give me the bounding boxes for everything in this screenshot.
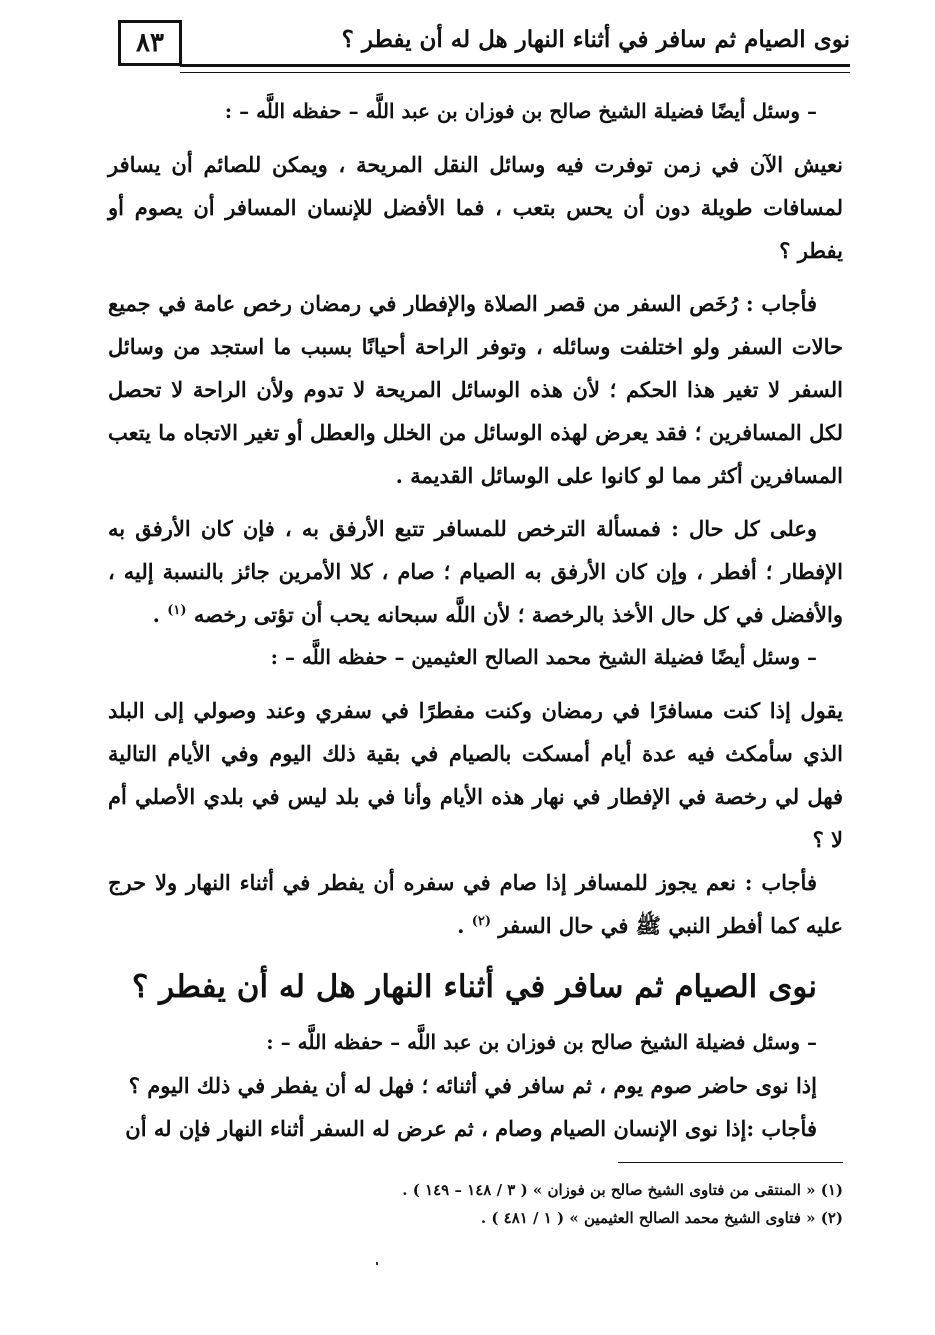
footnotes [108,1176,843,1232]
question-2-intro: – وسئل أيضًا فضيلة الشيخ محمد الصالح العثيمين – حفظه اللَّه – : [270,645,817,669]
footnote-separator [618,1162,843,1163]
answer-2-text [108,861,843,947]
footnote-2: (٢) « فتاوى الشيخ محمد الصالح العثيمين » ( ١ / ٤٨١ ) . [480,1209,843,1227]
running-title: نوى الصيام ثم سافر في أثناء النهار هل له أن يفطر ؟ [341,26,850,53]
footnote-1: (١) « المنتقى من فتاوى الشيخ صالح بن فوزان » ( ٣ / ١٤٨ – ١٤٩ ) . [402,1181,843,1199]
question-2-text: يقول إذا كنت مسافرًا في رمضان وكنت مفطرًا في سفري وعند وصولي إلى البلد الذي سأمكث فيه عدة أيام أمسكت بالصيام في بقية ذلك اليوم وفي الأيام التالية فهل لي رخصة في الإفطار في نهار هذه الأيام وأنا في بلد ليس في بلدي الأصلي أم لا ؟ [108,698,843,852]
answer-2-end: . [457,913,472,938]
answer-1-paragraph-2 [108,507,843,636]
question-3-intro: – وسئل فضيلة الشيخ صالح بن فوزان بن عبد اللَّه – حفظه اللَّه – : [266,1030,817,1054]
page-number: ٨٣ [118,20,182,66]
header-rule [180,64,850,73]
answer-1-paragraph-2-end: . [152,602,168,627]
answer-2-body: فأجاب : نعم يجوز للمسافر إذا صام في سفره أن يفطر في أثناء النهار ولا حرج عليه كما أفطر النبي ﷺ في حال السفر [108,870,843,938]
page-body [108,90,843,1150]
answer-1-paragraph-2-text: وعلى كل حال : فمسألة الترخص للمسافر تتبع الأرفق به ، فإن كان الأرفق به الإفطار ؛ أفطر ، وإن كان الأرفق به الصيام ؛ صام ، كلا الأمرين جائز بالنسبة إليه ، والأفضل في كل حال الأخذ بالرخصة ؛ لأن اللَّه سبحانه يحب أن تؤتى رخصه [108,516,843,627]
footnote-ref-2: (٢) [471,914,492,929]
page-header [118,20,850,70]
question-1-text: نعيش الآن في زمن توفرت فيه وسائل النقل المريحة ، ويمكن للصائم أن يسافر لمسافات طويلة دون أن يحس بتعب ، فما الأفضل للإنسان المسافر أن يصوم أو يفطر ؟ [108,152,843,263]
answer-3-text: فأجاب :إذا نوى الإنسان الصيام وصام ، ثم عرض له السفر أثناء النهار فإن له أن [125,1116,817,1141]
question-1-intro: – وسئل أيضًا فضيلة الشيخ صالح بن فوزان بن عبد اللَّه – حفظه اللَّه – : [224,99,817,123]
question-3-text: إذا نوى حاضر صوم يوم ، ثم سافر في أثنائه ؛ فهل له أن يفطر في ذلك اليوم ؟ [128,1073,817,1098]
footnote-ref-1: (١) [167,603,187,618]
answer-1-paragraph-1: فأجاب : رُخَص السفر من قصر الصلاة والإفطار في رمضان رخص عامة في جميع حالات السفر ولو اختلفت وسائله ، وتوفر الراحة أحيانًا بسبب ما استجد من وسائل السفر لا تغير هذا الحكم ؛ لأن هذه الوسائل المريحة لا تدوم ولأن الراحة لا تحصل لكل المسافرين ؛ فقد يعرض لهذه الوسائل من الخلل والعطل أو تغير الاتجاه ما يتعب المسافرين أكثر مما لو كانوا على الوسائل القديمة . [108,291,843,488]
scan-speck [376,1262,378,1265]
section-heading: نوى الصيام ثم سافر في أثناء النهار هل له أن يفطر ؟ [131,969,817,1005]
